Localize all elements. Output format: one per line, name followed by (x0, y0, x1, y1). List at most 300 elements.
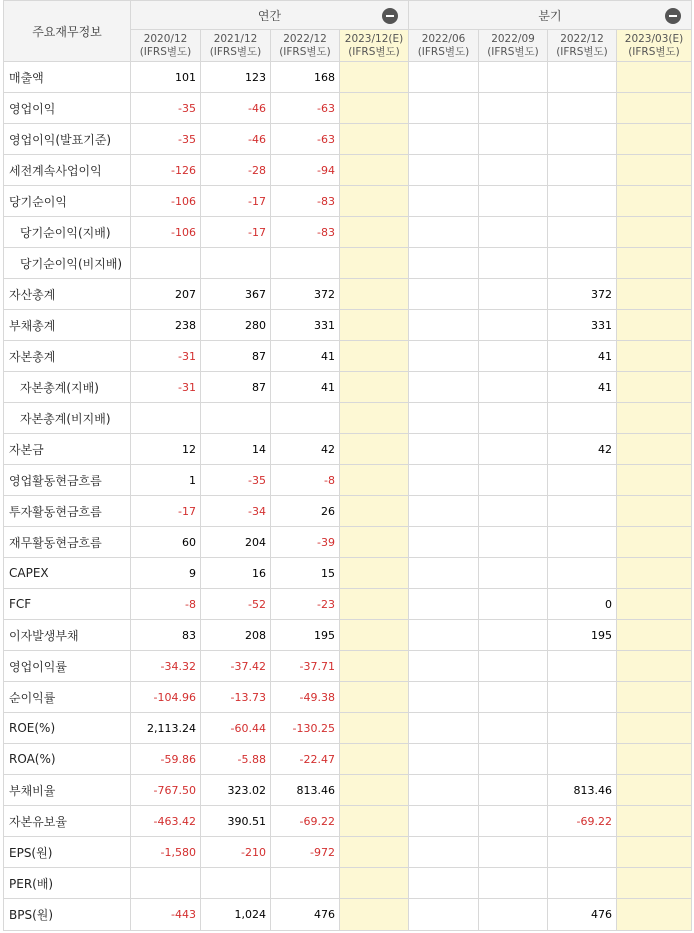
value-cell: 207 (131, 279, 201, 310)
value-cell (617, 713, 692, 744)
value-cell (409, 62, 479, 93)
value-cell: 42 (271, 434, 340, 465)
value-cell (340, 682, 409, 713)
value-cell: -35 (131, 124, 201, 155)
value-cell (479, 775, 548, 806)
period-header (131, 30, 201, 62)
row-label: 자본총계(비지배) (4, 403, 131, 434)
value-cell: -210 (201, 837, 271, 868)
period-date: 2022/12 (560, 32, 604, 45)
value-cell (409, 248, 479, 279)
period-basis: (IFRS별도) (139, 45, 192, 58)
value-cell: 331 (548, 310, 617, 341)
value-cell (548, 124, 617, 155)
value-cell: 14 (201, 434, 271, 465)
value-cell (409, 899, 479, 931)
table-row (4, 713, 692, 744)
value-cell (271, 868, 340, 899)
value-cell (617, 465, 692, 496)
table-row (4, 868, 692, 899)
value-cell (340, 465, 409, 496)
value-cell (617, 279, 692, 310)
value-cell: 41 (271, 372, 340, 403)
table-row (4, 341, 692, 372)
period-date: 2023/03(E) (624, 32, 684, 45)
value-cell (271, 248, 340, 279)
value-cell: -35 (201, 465, 271, 496)
value-cell (617, 403, 692, 434)
value-cell (340, 124, 409, 155)
value-cell (340, 620, 409, 651)
value-cell (617, 217, 692, 248)
value-cell (548, 558, 617, 589)
table-row (4, 527, 692, 558)
value-cell (617, 899, 692, 931)
value-cell: -106 (131, 217, 201, 248)
row-label: 당기순이익(지배) (4, 217, 131, 248)
value-cell (340, 806, 409, 837)
value-cell: -23 (271, 589, 340, 620)
value-cell: -46 (201, 124, 271, 155)
period-date: 2022/09 (491, 32, 535, 45)
row-label: 부채총계 (4, 310, 131, 341)
period-basis: (IFRS별도) (556, 45, 608, 58)
value-cell: 12 (131, 434, 201, 465)
value-cell (479, 899, 548, 931)
value-cell (548, 465, 617, 496)
value-cell (340, 341, 409, 372)
value-cell: 476 (271, 899, 340, 931)
value-cell: -49.38 (271, 682, 340, 713)
value-cell: 372 (548, 279, 617, 310)
value-cell: 168 (271, 62, 340, 93)
value-cell (617, 589, 692, 620)
value-cell: 0 (548, 589, 617, 620)
value-cell (340, 837, 409, 868)
value-cell: -60.44 (201, 713, 271, 744)
row-label: 세전계속사업이익 (4, 155, 131, 186)
row-label: 재무활동현금흐름 (4, 527, 131, 558)
value-cell: -106 (131, 186, 201, 217)
period-basis: (IFRS별도) (348, 45, 400, 58)
value-cell (340, 496, 409, 527)
value-cell: -46 (201, 93, 271, 124)
value-cell (409, 713, 479, 744)
table-row (4, 465, 692, 496)
period-basis: (IFRS별도) (279, 45, 331, 58)
value-cell: -52 (201, 589, 271, 620)
value-cell (479, 713, 548, 744)
value-cell: -34 (201, 496, 271, 527)
value-cell: 195 (271, 620, 340, 651)
table-row (4, 434, 692, 465)
table-row (4, 496, 692, 527)
row-label: CAPEX (4, 558, 131, 589)
value-cell (617, 558, 692, 589)
value-cell (409, 775, 479, 806)
value-cell (617, 651, 692, 682)
value-cell (409, 124, 479, 155)
value-cell: 331 (271, 310, 340, 341)
value-cell (548, 651, 617, 682)
value-cell (617, 186, 692, 217)
value-cell (479, 558, 548, 589)
value-cell (617, 682, 692, 713)
table-row (4, 589, 692, 620)
value-cell (548, 248, 617, 279)
value-cell (479, 341, 548, 372)
value-cell (409, 434, 479, 465)
value-cell (548, 744, 617, 775)
value-cell: 9 (131, 558, 201, 589)
value-cell: -130.25 (271, 713, 340, 744)
value-cell: -126 (131, 155, 201, 186)
period-basis: (IFRS별도) (417, 45, 470, 58)
value-cell: 101 (131, 62, 201, 93)
value-cell (617, 806, 692, 837)
quarter-group-label: 분기 (538, 8, 562, 23)
value-cell (340, 62, 409, 93)
value-cell: 1,024 (201, 899, 271, 931)
value-cell: -8 (271, 465, 340, 496)
value-cell: 280 (201, 310, 271, 341)
period-basis: (IFRS별도) (209, 45, 262, 58)
table-title: 주요재무정보 (4, 1, 131, 62)
value-cell (409, 93, 479, 124)
financial-summary-table (3, 0, 692, 931)
value-cell: -1,580 (131, 837, 201, 868)
period-header (201, 30, 271, 62)
row-label: 영업이익률 (4, 651, 131, 682)
value-cell (409, 341, 479, 372)
value-cell (479, 651, 548, 682)
value-cell (617, 341, 692, 372)
value-cell: 41 (548, 372, 617, 403)
value-cell (271, 403, 340, 434)
value-cell (479, 403, 548, 434)
value-cell: -69.22 (548, 806, 617, 837)
value-cell: 123 (201, 62, 271, 93)
value-cell: -972 (271, 837, 340, 868)
value-cell: -83 (271, 186, 340, 217)
table-row (4, 620, 692, 651)
period-date: 2020/12 (143, 32, 188, 45)
table-row (4, 682, 692, 713)
value-cell (340, 186, 409, 217)
value-cell (409, 868, 479, 899)
value-cell: 2,113.24 (131, 713, 201, 744)
value-cell: -37.42 (201, 651, 271, 682)
collapse-annual-minus-icon[interactable] (382, 8, 398, 24)
annual-group-label: 연간 (257, 8, 282, 23)
value-cell (617, 775, 692, 806)
value-cell: 15 (271, 558, 340, 589)
value-cell (479, 248, 548, 279)
value-cell (548, 527, 617, 558)
value-cell (479, 124, 548, 155)
value-cell (409, 372, 479, 403)
period-date: 2021/12 (213, 32, 258, 45)
value-cell: -59.86 (131, 744, 201, 775)
value-cell (479, 93, 548, 124)
period-basis: (IFRS별도) (628, 45, 680, 58)
value-cell (479, 434, 548, 465)
row-label: 자본총계 (4, 341, 131, 372)
table-row (4, 248, 692, 279)
value-cell (340, 248, 409, 279)
value-cell (409, 186, 479, 217)
value-cell (340, 403, 409, 434)
value-cell (617, 372, 692, 403)
row-label: 당기순이익(비지배) (4, 248, 131, 279)
table-row (4, 899, 692, 931)
row-label: BPS(원) (4, 899, 131, 931)
value-cell: -13.73 (201, 682, 271, 713)
value-cell (340, 527, 409, 558)
value-cell (409, 279, 479, 310)
value-cell: 41 (548, 341, 617, 372)
value-cell (340, 372, 409, 403)
row-label: ROA(%) (4, 744, 131, 775)
value-cell: 1 (131, 465, 201, 496)
value-cell (617, 496, 692, 527)
table-row (4, 372, 692, 403)
period-date: 2023/12(E) (344, 32, 404, 45)
row-label: 이자발생부채 (4, 620, 131, 651)
value-cell (409, 558, 479, 589)
row-label: 부채비율 (4, 775, 131, 806)
value-cell: 390.51 (201, 806, 271, 837)
value-cell (548, 186, 617, 217)
table-row (4, 217, 692, 248)
value-cell: 367 (201, 279, 271, 310)
row-label: 영업이익 (4, 93, 131, 124)
table-row (4, 651, 692, 682)
value-cell: -17 (131, 496, 201, 527)
row-label: 자본금 (4, 434, 131, 465)
value-cell (409, 744, 479, 775)
value-cell (548, 93, 617, 124)
table-row (4, 403, 692, 434)
value-cell: -63 (271, 93, 340, 124)
table-row (4, 62, 692, 93)
value-cell: -443 (131, 899, 201, 931)
value-cell (340, 899, 409, 931)
value-cell (409, 806, 479, 837)
value-cell: 813.46 (271, 775, 340, 806)
value-cell: 208 (201, 620, 271, 651)
period-header (271, 30, 340, 62)
row-label: 자본총계(지배) (4, 372, 131, 403)
table-row (4, 155, 692, 186)
value-cell (548, 496, 617, 527)
value-cell (617, 248, 692, 279)
value-cell (340, 155, 409, 186)
period-date: 2022/06 (421, 32, 466, 45)
value-cell (409, 527, 479, 558)
table-row (4, 775, 692, 806)
value-cell (409, 651, 479, 682)
value-cell (340, 93, 409, 124)
table-row (4, 186, 692, 217)
value-cell (131, 403, 201, 434)
value-cell (340, 744, 409, 775)
value-cell (201, 868, 271, 899)
value-cell (617, 62, 692, 93)
row-label: EPS(원) (4, 837, 131, 868)
value-cell: 204 (201, 527, 271, 558)
value-cell (479, 62, 548, 93)
value-cell (201, 248, 271, 279)
value-cell: 195 (548, 620, 617, 651)
row-label: PER(배) (4, 868, 131, 899)
value-cell: -35 (131, 93, 201, 124)
table-row (4, 744, 692, 775)
value-cell: 87 (201, 372, 271, 403)
value-cell (548, 868, 617, 899)
value-cell (340, 775, 409, 806)
value-cell: -104.96 (131, 682, 201, 713)
period-basis: (IFRS별도) (487, 45, 539, 58)
value-cell: -22.47 (271, 744, 340, 775)
value-cell (479, 310, 548, 341)
value-cell (548, 62, 617, 93)
value-cell: 372 (271, 279, 340, 310)
value-cell (617, 155, 692, 186)
period-header (548, 30, 617, 62)
value-cell: -39 (271, 527, 340, 558)
value-cell: -83 (271, 217, 340, 248)
value-cell: -94 (271, 155, 340, 186)
row-label: 매출액 (4, 62, 131, 93)
row-label: 투자활동현금흐름 (4, 496, 131, 527)
value-cell (617, 620, 692, 651)
value-cell (617, 527, 692, 558)
value-cell (617, 868, 692, 899)
value-cell (340, 279, 409, 310)
value-cell (479, 527, 548, 558)
value-cell: -31 (131, 341, 201, 372)
value-cell (548, 682, 617, 713)
value-cell (479, 589, 548, 620)
value-cell: -28 (201, 155, 271, 186)
value-cell (617, 93, 692, 124)
value-cell (479, 620, 548, 651)
value-cell: 238 (131, 310, 201, 341)
value-cell: 83 (131, 620, 201, 651)
value-cell: -63 (271, 124, 340, 155)
value-cell (409, 496, 479, 527)
value-cell (131, 248, 201, 279)
value-cell: -463.42 (131, 806, 201, 837)
value-cell: -34.32 (131, 651, 201, 682)
value-cell (340, 589, 409, 620)
table-row (4, 124, 692, 155)
table-row (4, 310, 692, 341)
value-cell (340, 558, 409, 589)
value-cell (409, 155, 479, 186)
table-row (4, 93, 692, 124)
value-cell (617, 434, 692, 465)
row-label: 영업활동현금흐름 (4, 465, 131, 496)
value-cell: 476 (548, 899, 617, 931)
value-cell: 26 (271, 496, 340, 527)
quarter-group-header (409, 1, 692, 30)
value-cell (479, 496, 548, 527)
table-row (4, 279, 692, 310)
value-cell (617, 310, 692, 341)
value-cell (548, 713, 617, 744)
value-cell (340, 868, 409, 899)
collapse-quarter-minus-icon[interactable] (665, 8, 681, 24)
value-cell (409, 589, 479, 620)
value-cell (617, 744, 692, 775)
period-date: 2022/12 (283, 32, 327, 45)
value-cell (479, 155, 548, 186)
annual-group-header (131, 1, 409, 30)
value-cell: -17 (201, 186, 271, 217)
value-cell: 323.02 (201, 775, 271, 806)
value-cell (409, 682, 479, 713)
value-cell: -5.88 (201, 744, 271, 775)
value-cell (201, 403, 271, 434)
value-cell: -17 (201, 217, 271, 248)
value-cell (409, 465, 479, 496)
row-label: 당기순이익 (4, 186, 131, 217)
value-cell (479, 186, 548, 217)
period-header (617, 30, 692, 62)
value-cell (548, 155, 617, 186)
value-cell (479, 217, 548, 248)
value-cell (479, 868, 548, 899)
value-cell (479, 682, 548, 713)
value-cell (409, 403, 479, 434)
table-row (4, 837, 692, 868)
row-label: ROE(%) (4, 713, 131, 744)
table-row (4, 558, 692, 589)
value-cell (340, 434, 409, 465)
row-label: 자본유보율 (4, 806, 131, 837)
value-cell: 60 (131, 527, 201, 558)
value-cell (479, 806, 548, 837)
period-header (479, 30, 548, 62)
value-cell (479, 279, 548, 310)
period-header (340, 30, 409, 62)
value-cell (548, 217, 617, 248)
value-cell (479, 744, 548, 775)
value-cell: 41 (271, 341, 340, 372)
row-label: 순이익률 (4, 682, 131, 713)
value-cell (340, 651, 409, 682)
value-cell (340, 310, 409, 341)
row-label: 영업이익(발표기준) (4, 124, 131, 155)
value-cell (548, 837, 617, 868)
value-cell (409, 310, 479, 341)
period-header (409, 30, 479, 62)
table-row (4, 806, 692, 837)
value-cell: -69.22 (271, 806, 340, 837)
value-cell (409, 837, 479, 868)
value-cell: -8 (131, 589, 201, 620)
value-cell (409, 217, 479, 248)
row-label: FCF (4, 589, 131, 620)
value-cell: 813.46 (548, 775, 617, 806)
value-cell: -767.50 (131, 775, 201, 806)
value-cell (548, 403, 617, 434)
value-cell (479, 465, 548, 496)
value-cell: 42 (548, 434, 617, 465)
value-cell: -37.71 (271, 651, 340, 682)
